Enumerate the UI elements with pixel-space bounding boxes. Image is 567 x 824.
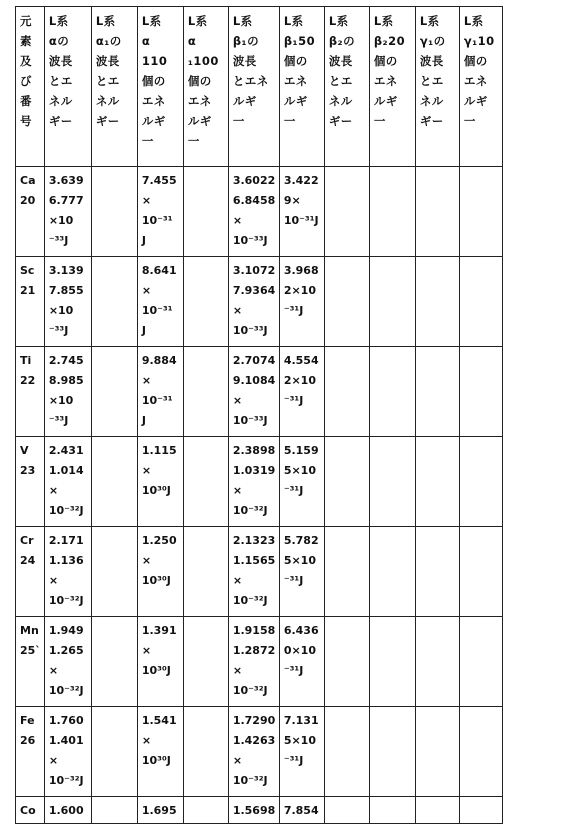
value-cell bbox=[324, 167, 369, 257]
element-cell: Ti 22 bbox=[16, 347, 45, 437]
value-cell bbox=[415, 797, 459, 824]
value-cell bbox=[91, 617, 137, 707]
table-row bbox=[16, 167, 503, 257]
header-cell: L系 α₁の 波長 とエ ネル ギー bbox=[91, 7, 137, 167]
value-cell: 5.782 5×10 ⁻³¹J bbox=[279, 527, 324, 617]
value-cell: 6.436 0×10 ⁻³¹J bbox=[279, 617, 324, 707]
header-cell: L系 β₁50 個の エネ ルギ 一 bbox=[279, 7, 324, 167]
value-cell: 9.884 × 10⁻³¹ J bbox=[137, 347, 183, 437]
value-cell: 1.760 1.401 × 10⁻³²J bbox=[44, 707, 91, 797]
value-cell: 1.9158 1.2872 × 10⁻³²J bbox=[228, 617, 279, 707]
table-row bbox=[16, 347, 503, 437]
table-row bbox=[16, 617, 503, 707]
value-cell bbox=[369, 617, 415, 707]
value-cell bbox=[91, 707, 137, 797]
value-cell bbox=[459, 257, 502, 347]
value-cell: 3.639 6.777 ×10 ⁻³³J bbox=[44, 167, 91, 257]
value-cell bbox=[91, 167, 137, 257]
value-cell bbox=[324, 257, 369, 347]
header-row bbox=[16, 7, 503, 167]
header-cell: L系 α ₁100 個の エネ ルギ 一 bbox=[183, 7, 228, 167]
value-cell bbox=[369, 707, 415, 797]
value-cell bbox=[183, 707, 228, 797]
value-cell bbox=[183, 527, 228, 617]
element-cell: Sc 21 bbox=[16, 257, 45, 347]
value-cell bbox=[324, 797, 369, 824]
value-cell bbox=[183, 617, 228, 707]
value-cell: 2.431 1.014 × 10⁻³²J bbox=[44, 437, 91, 527]
element-cell: Co bbox=[16, 797, 45, 824]
value-cell: 2.7074 9.1084 × 10⁻³³J bbox=[228, 347, 279, 437]
value-cell: 1.250 × 10³⁰J bbox=[137, 527, 183, 617]
header-cell: L系 β₁の 波長 とエネ ルギ 一 bbox=[228, 7, 279, 167]
value-cell: 2.3898 1.0319 × 10⁻³²J bbox=[228, 437, 279, 527]
value-cell bbox=[459, 167, 502, 257]
value-cell bbox=[459, 527, 502, 617]
value-cell: 3.1072 7.9364 × 10⁻³³J bbox=[228, 257, 279, 347]
value-cell bbox=[369, 257, 415, 347]
table-row bbox=[16, 707, 503, 797]
value-cell: 1.949 1.265 × 10⁻³²J bbox=[44, 617, 91, 707]
value-cell bbox=[91, 527, 137, 617]
table-row bbox=[16, 257, 503, 347]
header-cell: L系 β₂の 波長 とエ ネル ギー bbox=[324, 7, 369, 167]
value-cell bbox=[459, 797, 502, 824]
value-cell bbox=[415, 257, 459, 347]
value-cell: 7.854 bbox=[279, 797, 324, 824]
value-cell: 7.455 × 10⁻³¹ J bbox=[137, 167, 183, 257]
value-cell: 7.131 5×10 ⁻³¹J bbox=[279, 707, 324, 797]
value-cell bbox=[369, 167, 415, 257]
x-ray-energy-table bbox=[15, 6, 503, 824]
element-cell: Mn 25` bbox=[16, 617, 45, 707]
value-cell bbox=[91, 347, 137, 437]
value-cell: 1.115 × 10³⁰J bbox=[137, 437, 183, 527]
value-cell: 2.171 1.136 × 10⁻³²J bbox=[44, 527, 91, 617]
value-cell bbox=[415, 437, 459, 527]
value-cell: 3.968 2×10 ⁻³¹J bbox=[279, 257, 324, 347]
header-cell: L系 αの 波長 とエ ネル ギー bbox=[44, 7, 91, 167]
value-cell bbox=[324, 347, 369, 437]
value-cell bbox=[91, 257, 137, 347]
value-cell: 3.422 9× 10⁻³¹J bbox=[279, 167, 324, 257]
header-cell: L系 β₂20 個の エネ ルギ 一 bbox=[369, 7, 415, 167]
value-cell bbox=[459, 437, 502, 527]
element-cell: Fe 26 bbox=[16, 707, 45, 797]
value-cell bbox=[369, 797, 415, 824]
value-cell bbox=[459, 707, 502, 797]
value-cell bbox=[369, 527, 415, 617]
value-cell: 3.6022 6.8458 × 10⁻³³J bbox=[228, 167, 279, 257]
value-cell bbox=[183, 797, 228, 824]
document-page bbox=[15, 6, 503, 824]
value-cell: 2.745 8.985 ×10 ⁻³³J bbox=[44, 347, 91, 437]
value-cell bbox=[91, 437, 137, 527]
value-cell: 2.1323 1.1565 × 10⁻³²J bbox=[228, 527, 279, 617]
value-cell bbox=[324, 707, 369, 797]
element-cell: Cr 24 bbox=[16, 527, 45, 617]
table-row bbox=[16, 797, 503, 824]
value-cell bbox=[459, 347, 502, 437]
value-cell: 1.695 bbox=[137, 797, 183, 824]
value-cell bbox=[183, 257, 228, 347]
value-cell: 1.391 × 10³⁰J bbox=[137, 617, 183, 707]
element-cell: V 23 bbox=[16, 437, 45, 527]
table-row bbox=[16, 527, 503, 617]
value-cell bbox=[415, 707, 459, 797]
value-cell: 1.541 × 10³⁰J bbox=[137, 707, 183, 797]
value-cell: 4.554 2×10 ⁻³¹J bbox=[279, 347, 324, 437]
value-cell bbox=[324, 617, 369, 707]
value-cell bbox=[91, 797, 137, 824]
value-cell bbox=[183, 167, 228, 257]
value-cell: 1.5698 bbox=[228, 797, 279, 824]
header-cell: 元 素 及 び 番 号 bbox=[16, 7, 45, 167]
value-cell bbox=[459, 617, 502, 707]
table-body bbox=[16, 167, 503, 824]
header-cell: L系 γ₁の 波長 とエ ネル ギー bbox=[415, 7, 459, 167]
value-cell bbox=[369, 347, 415, 437]
value-cell: 3.139 7.855 ×10 ⁻³³J bbox=[44, 257, 91, 347]
value-cell: 5.159 5×10 ⁻³¹J bbox=[279, 437, 324, 527]
value-cell bbox=[415, 527, 459, 617]
header-cell: L系 α 110 個の エネ ルギ 一 bbox=[137, 7, 183, 167]
value-cell bbox=[183, 347, 228, 437]
value-cell bbox=[415, 617, 459, 707]
table-row bbox=[16, 437, 503, 527]
value-cell bbox=[415, 347, 459, 437]
value-cell bbox=[369, 437, 415, 527]
element-cell: Ca 20 bbox=[16, 167, 45, 257]
value-cell: 1.600 bbox=[44, 797, 91, 824]
value-cell: 8.641 × 10⁻³¹ J bbox=[137, 257, 183, 347]
value-cell bbox=[415, 167, 459, 257]
header-cell: L系 γ₁10 個の エネ ルギ 一 bbox=[459, 7, 502, 167]
value-cell bbox=[183, 437, 228, 527]
value-cell bbox=[324, 437, 369, 527]
value-cell bbox=[324, 527, 369, 617]
value-cell: 1.7290 1.4263 × 10⁻³²J bbox=[228, 707, 279, 797]
